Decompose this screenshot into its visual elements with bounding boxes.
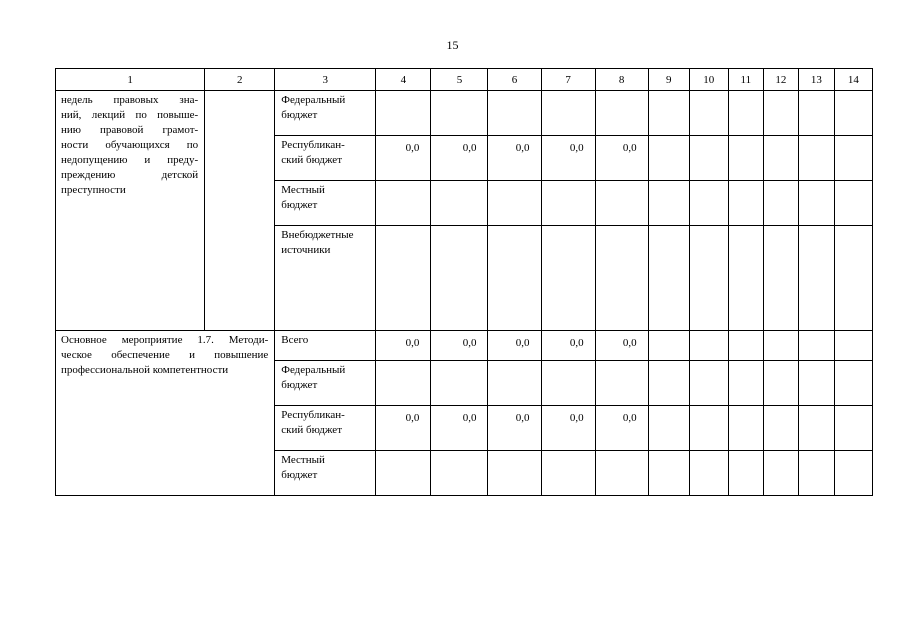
- value-cell: [798, 136, 834, 181]
- description-line: недель правовых зна-: [61, 94, 199, 106]
- description-line: ческое обеспечение и повышение: [61, 349, 269, 361]
- value-cell: [595, 181, 648, 226]
- value-cell: [648, 406, 689, 451]
- value-cell: [648, 361, 689, 406]
- funding-source: Федеральный бюджет: [275, 361, 376, 406]
- funding-source: Местный бюджет: [275, 451, 376, 496]
- value-cell: 0,0: [541, 331, 595, 361]
- value-cell: [541, 451, 595, 496]
- value-cell: [728, 361, 763, 406]
- value-cell: [834, 226, 872, 331]
- value-cell: [728, 136, 763, 181]
- value-cell: [834, 181, 872, 226]
- value-cell: 0,0: [431, 136, 488, 181]
- description-line: Основное мероприятие 1.7. Методи-: [61, 334, 269, 346]
- value-cell: [834, 331, 872, 361]
- value-cell: [689, 331, 728, 361]
- value-cell: [689, 406, 728, 451]
- header-cell: 10: [689, 69, 728, 91]
- value-cell: [763, 361, 798, 406]
- activity-description: [56, 331, 275, 496]
- value-cell: [648, 181, 689, 226]
- page-number: 15: [446, 38, 459, 52]
- description-line: преждению детской: [61, 169, 199, 181]
- table-row: [56, 331, 873, 361]
- funding-source: Местный бюджет: [275, 181, 376, 226]
- value-cell: [763, 226, 798, 331]
- financing-table: [55, 68, 873, 496]
- value-cell: [431, 361, 488, 406]
- value-cell: 0,0: [541, 406, 595, 451]
- value-cell: [595, 451, 648, 496]
- value-cell: [431, 451, 488, 496]
- value-cell: [798, 226, 834, 331]
- value-cell: [763, 331, 798, 361]
- funding-source: Всего: [275, 331, 376, 361]
- value-cell: [595, 361, 648, 406]
- value-cell: [798, 451, 834, 496]
- table-row: [56, 91, 873, 136]
- value-cell: [834, 361, 872, 406]
- value-cell: [541, 226, 595, 331]
- value-cell: [595, 226, 648, 331]
- value-cell: [834, 91, 872, 136]
- value-cell: [488, 226, 541, 331]
- header-cell: 9: [648, 69, 689, 91]
- header-cell: 1: [56, 69, 205, 91]
- value-cell: [834, 406, 872, 451]
- value-cell: 0,0: [431, 331, 488, 361]
- header-cell: 8: [595, 69, 648, 91]
- value-cell: [488, 451, 541, 496]
- value-cell: [648, 226, 689, 331]
- value-cell: 0,0: [431, 406, 488, 451]
- description-line: преступности: [61, 184, 126, 196]
- activity-description: [56, 91, 205, 331]
- value-cell: [648, 91, 689, 136]
- funding-source: Внебюджетные источники: [275, 226, 376, 331]
- header-cell: 4: [376, 69, 431, 91]
- value-cell: [728, 406, 763, 451]
- value-cell: [431, 91, 488, 136]
- header-cell: 11: [728, 69, 763, 91]
- funding-source: Республикан- ский бюджет: [275, 136, 376, 181]
- value-cell: 0,0: [541, 136, 595, 181]
- value-cell: [541, 181, 595, 226]
- value-cell: [689, 226, 728, 331]
- value-cell: 0,0: [595, 406, 648, 451]
- value-cell: [798, 331, 834, 361]
- value-cell: [728, 226, 763, 331]
- value-cell: [541, 361, 595, 406]
- value-cell: [798, 406, 834, 451]
- value-cell: [648, 136, 689, 181]
- value-cell: [488, 361, 541, 406]
- description-line: нию правовой грамот-: [61, 124, 199, 136]
- value-cell: [763, 451, 798, 496]
- value-cell: [798, 361, 834, 406]
- value-cell: [595, 91, 648, 136]
- value-cell: [376, 91, 431, 136]
- value-cell: [763, 91, 798, 136]
- value-cell: [728, 331, 763, 361]
- header-cell: 6: [488, 69, 541, 91]
- value-cell: 0,0: [488, 406, 541, 451]
- header-cell: 12: [763, 69, 798, 91]
- value-cell: [728, 451, 763, 496]
- value-cell: 0,0: [595, 136, 648, 181]
- description-line: ности обучающихся по: [61, 139, 199, 151]
- value-cell: [488, 91, 541, 136]
- description-line: ний, лекций по повыше-: [61, 109, 199, 121]
- value-cell: [689, 136, 728, 181]
- funding-source: Федеральный бюджет: [275, 91, 376, 136]
- value-cell: [689, 361, 728, 406]
- value-cell: [376, 451, 431, 496]
- value-cell: 0,0: [595, 331, 648, 361]
- header-cell: 2: [205, 69, 275, 91]
- value-cell: [763, 181, 798, 226]
- value-cell: [488, 181, 541, 226]
- header-cell: 7: [541, 69, 595, 91]
- value-cell: [798, 91, 834, 136]
- value-cell: [834, 451, 872, 496]
- header-row: [56, 69, 873, 91]
- value-cell: 0,0: [488, 136, 541, 181]
- value-cell: [431, 226, 488, 331]
- value-cell: [376, 226, 431, 331]
- header-cell: 13: [798, 69, 834, 91]
- value-cell: [798, 181, 834, 226]
- value-cell: [728, 91, 763, 136]
- value-cell: [689, 91, 728, 136]
- value-cell: 0,0: [376, 136, 431, 181]
- value-cell: [376, 181, 431, 226]
- description-line: недопущению и преду-: [61, 154, 199, 166]
- header-cell: 5: [431, 69, 488, 91]
- value-cell: 0,0: [488, 331, 541, 361]
- value-cell: [376, 361, 431, 406]
- value-cell: [648, 451, 689, 496]
- value-cell: [689, 181, 728, 226]
- header-cell: 14: [834, 69, 872, 91]
- executor-cell: [205, 91, 275, 331]
- description-line: профессиональной компетентности: [61, 364, 229, 376]
- funding-source: Республикан- ский бюджет: [275, 406, 376, 451]
- value-cell: [541, 91, 595, 136]
- value-cell: [431, 181, 488, 226]
- value-cell: [728, 181, 763, 226]
- value-cell: [689, 451, 728, 496]
- value-cell: 0,0: [376, 406, 431, 451]
- header-cell: 3: [275, 69, 376, 91]
- value-cell: [763, 406, 798, 451]
- value-cell: [763, 136, 798, 181]
- value-cell: [834, 136, 872, 181]
- value-cell: [648, 331, 689, 361]
- value-cell: 0,0: [376, 331, 431, 361]
